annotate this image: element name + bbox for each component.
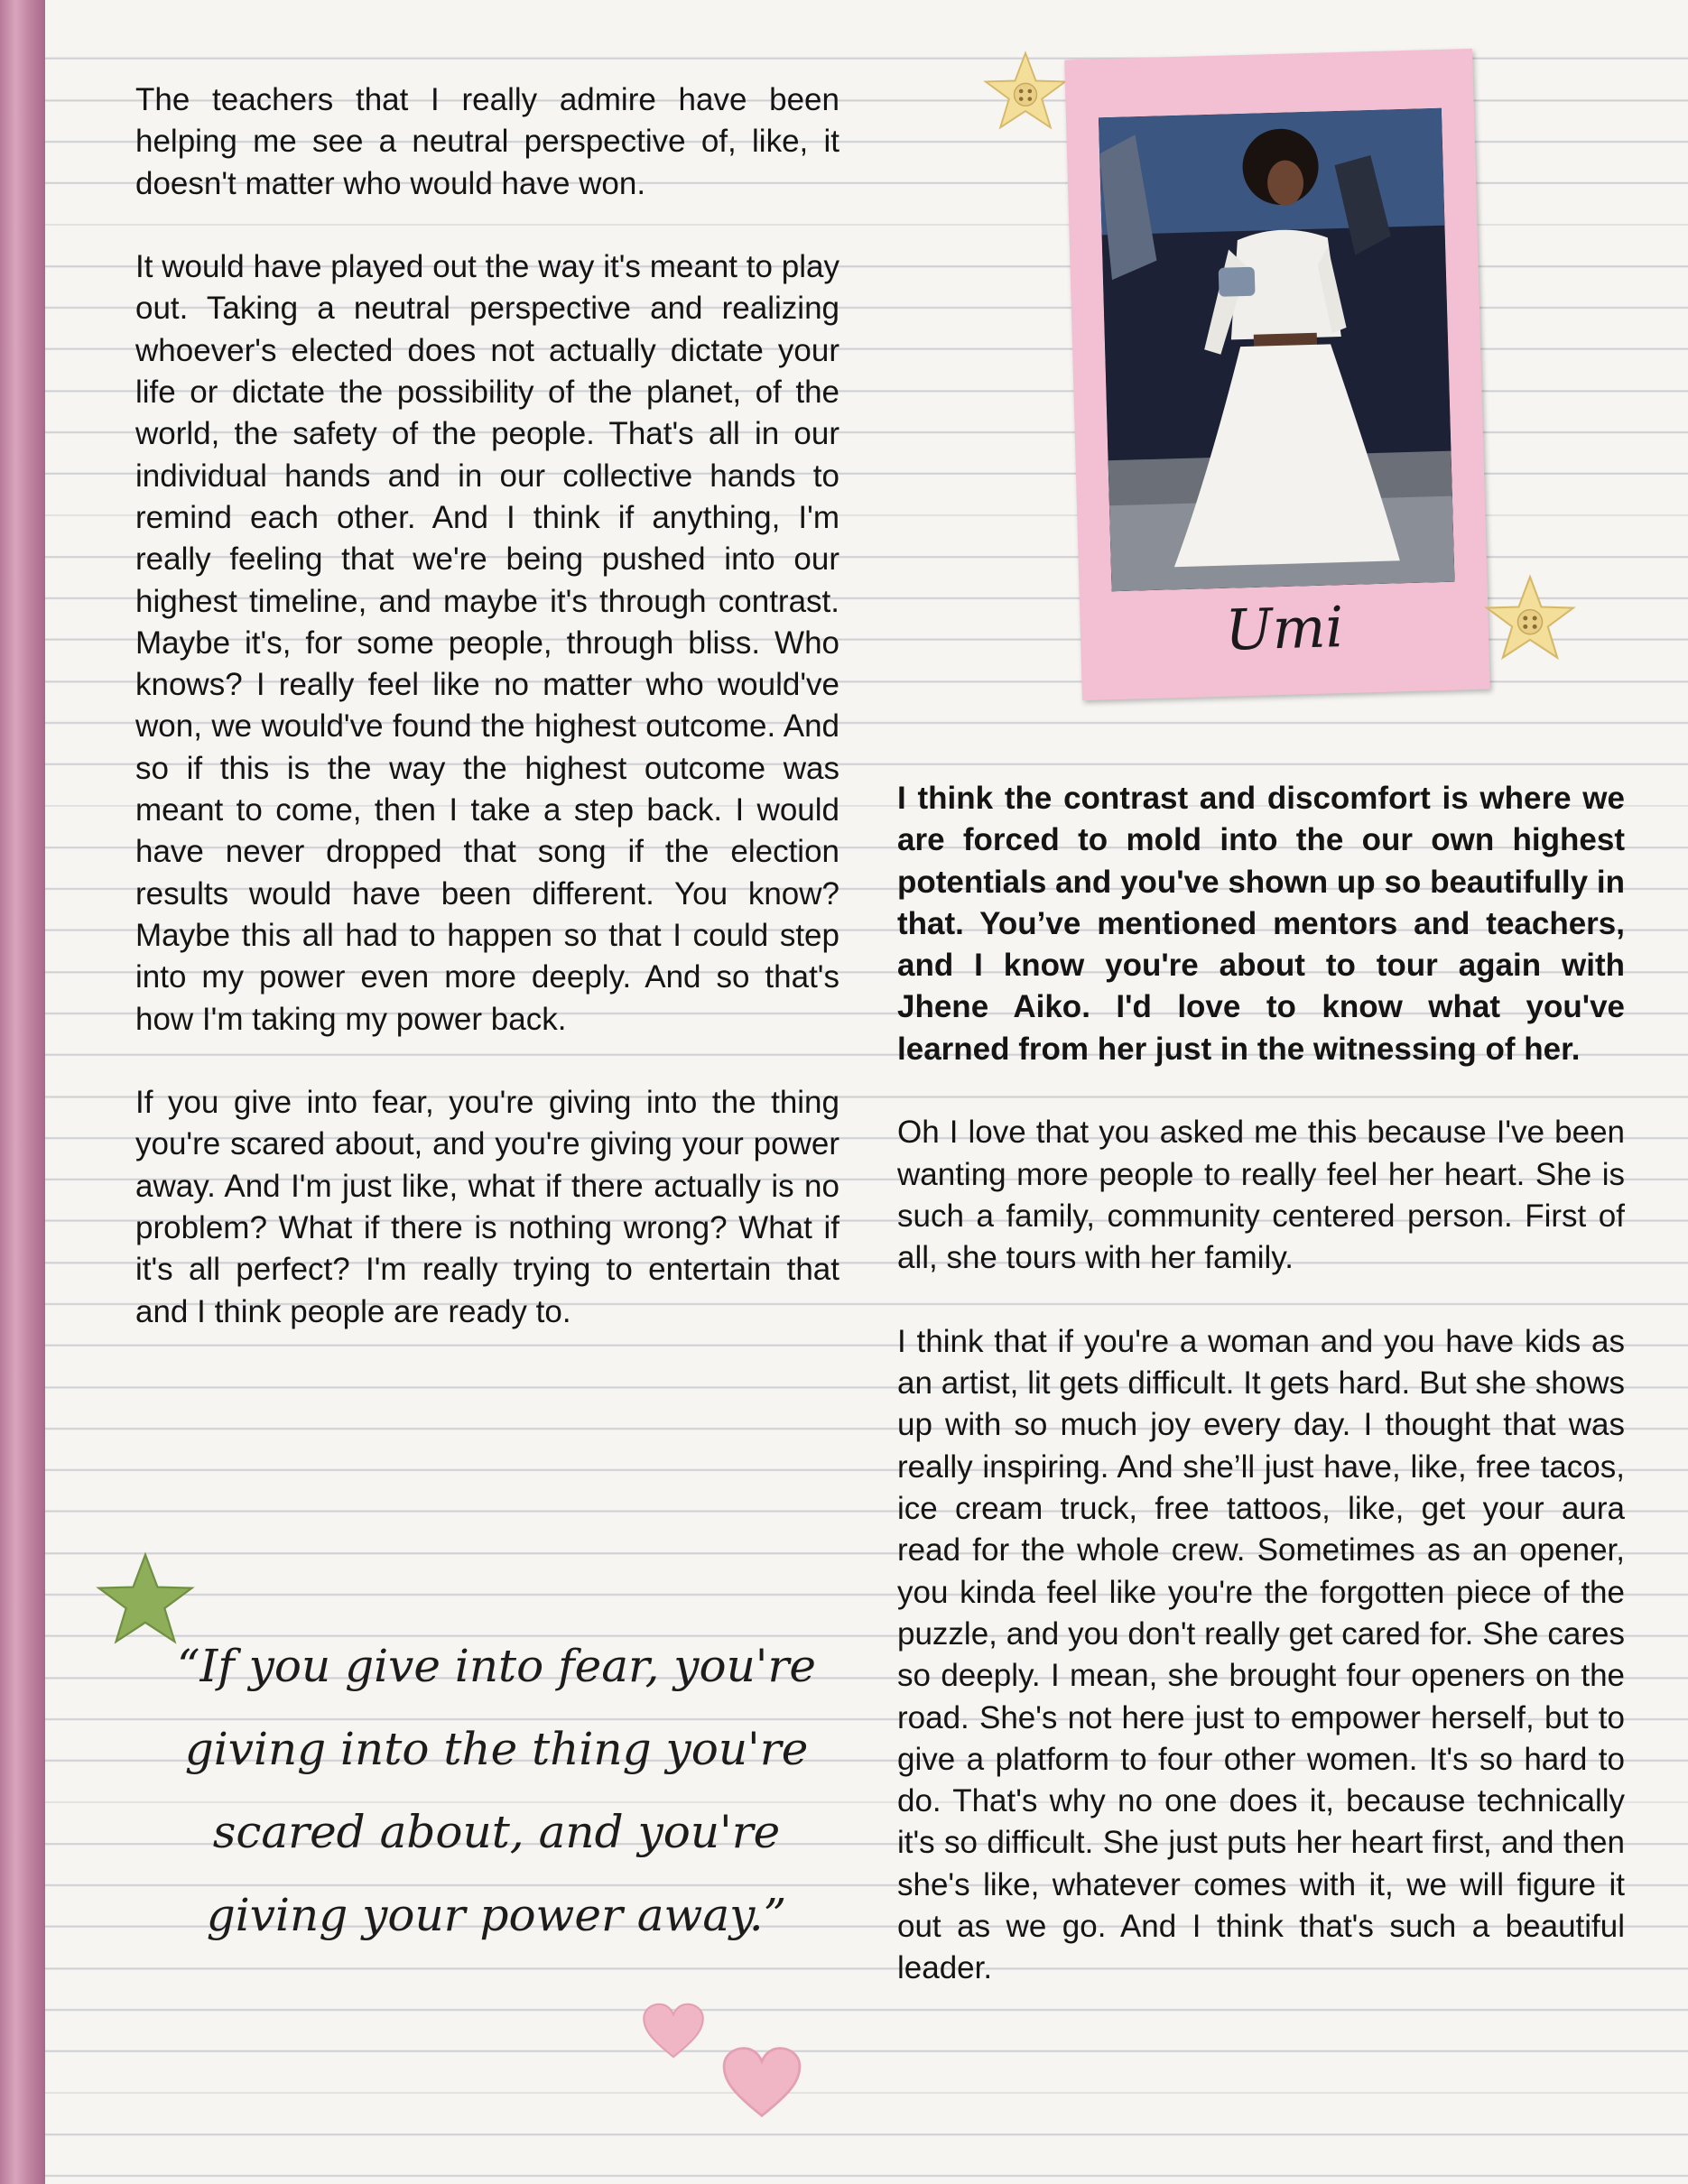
- interview-question: I think the contrast and discomfort is where we are forced to mold into the our own highest potentials and you've shown up so beautifully in that. You’ve mentioned mentors and teachers, and I know you're about to tour again with Jhene Aiko. I'd love to know what you've learned from her just in the witnessing of her.: [897, 781, 1625, 1067]
- button-star-icon: [982, 50, 1069, 133]
- pull-quote: “If you give into fear, you're giving into the thing you're scared about, and you're giving your power away.”: [176, 1640, 817, 1941]
- polaroid-caption: Umi: [1224, 594, 1345, 663]
- artist-photo: [1099, 108, 1455, 591]
- pink-ribbon-edge: [0, 0, 45, 2184]
- right-paragraph-2: I think that if you're a woman and you have kids as an artist, lit gets difficult. It gets hard. But she shows up with so much joy every day. I thought that was really inspiring. And she’ll just have, like, free tacos, ice cream truck, free tattoos, like, get your aura read for the whole crew. Sometimes as an opener, you kinda feel like you're the forgotten piece of the puzzle, and you don't really get cared for. She cares so deeply. I mean, she brought four openers on the road. She's not here just to empower herself, but to give a platform to four other women. It's so hard to do. That's why no one does it, because technically it's so difficult. She just puts her heart first, and then she's like, whatever comes with it, we will figure it out as we go. And I think that's such a beautiful leader.: [897, 1323, 1625, 1986]
- heart-icon: [720, 2045, 803, 2119]
- right-paragraph-1: Oh I love that you asked me this because I've been wanting more people to really feel her heart. She is such a family, community centered person. First of all, she tours with her family.: [897, 1115, 1625, 1276]
- right-column: [897, 778, 1625, 2031]
- left-column: [135, 79, 839, 1374]
- left-paragraph-1: The teachers that I really admire have been helping me see a neutral perspective of, like, it doesn't matter who would have won.: [135, 82, 839, 201]
- left-paragraph-3: If you give into fear, you're giving into the thing you're scared about, and you're giving your power away. And I'm just like, what if there actually is no problem? What if there is nothing wrong? What if it's all perfect? I'm really trying to entertain that and I think people are ready to.: [135, 1085, 839, 1329]
- left-paragraph-2: It would have played out the way it's meant to play out. Taking a neutral perspective and realizing whoever's elected does not actually dictate your life or dictate the possibility of the planet, of the world, the safety of the people. That's all in our individual hands and in our collective hands to remind each other. And I think if anything, I'm really feeling that we're being pushed into our highest timeline, and maybe it's through contrast. Maybe it's, for some people, through bliss. Who knows? I really feel like no matter who would've won, we would've found the highest outcome. And so if this is the way the highest outcome was meant to come, then I take a step back. I would have never dropped that song if the election results would have been different. You know? Maybe this all had to happen so that I could step into my power even more deeply. And so that's how I'm taking my power back.: [135, 249, 839, 1037]
- heart-icon: [641, 2002, 706, 2059]
- polaroid-frame: [1064, 49, 1490, 700]
- button-star-icon: [1483, 573, 1577, 663]
